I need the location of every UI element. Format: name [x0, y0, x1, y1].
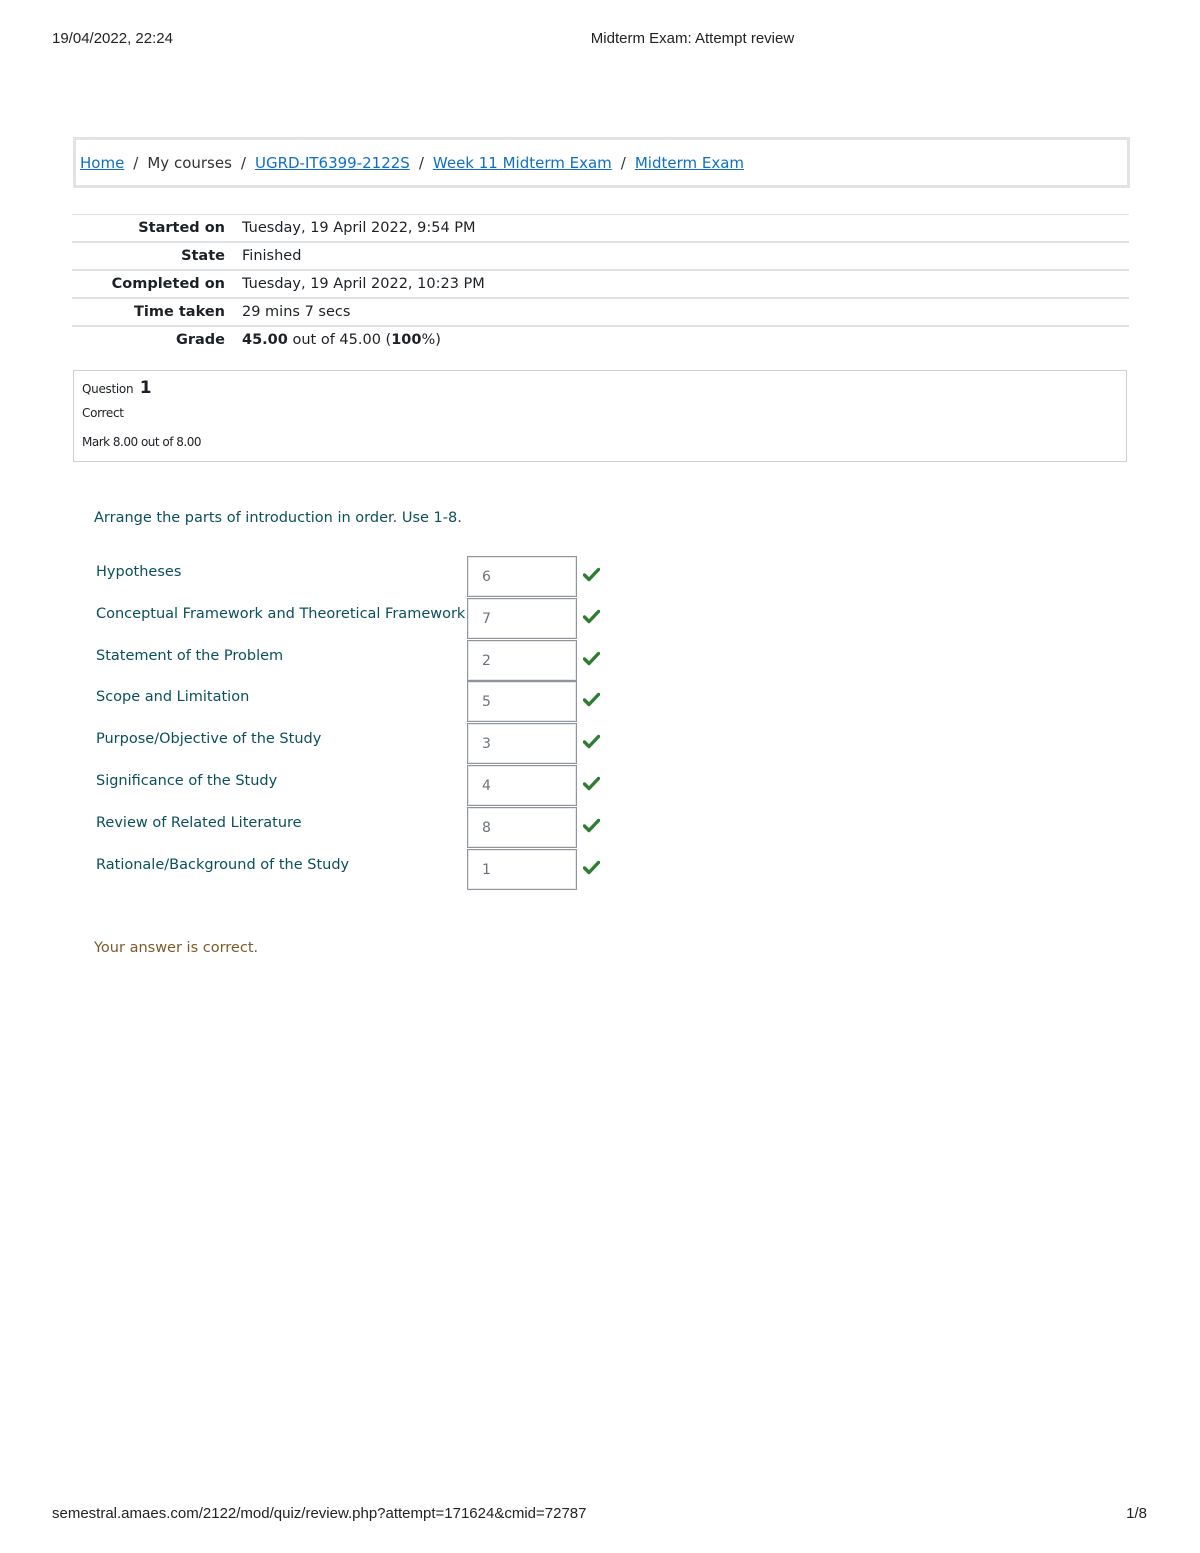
check-icon: [583, 609, 600, 624]
breadcrumb-item: [80, 154, 147, 172]
breadcrumb-link-home[interactable]: Home: [80, 153, 125, 172]
time-taken-value: 29 mins 7 secs: [242, 304, 351, 320]
grade-score: 45.00: [242, 332, 288, 348]
answer-item-label: Statement of the Problem: [96, 647, 284, 664]
question-label: Question: [82, 382, 134, 396]
attempt-summary-table: [72, 214, 1129, 353]
answer-input[interactable]: 6: [467, 556, 577, 597]
check-icon: [583, 818, 600, 833]
grade-value: [242, 326, 1129, 353]
answer-input[interactable]: 5: [467, 681, 577, 722]
print-header: [0, 30, 1200, 50]
answer-row: [96, 807, 616, 849]
summary-row-started: [72, 215, 1129, 243]
answer-input[interactable]: 3: [467, 723, 577, 764]
answer-row: [96, 849, 616, 891]
breadcrumb-link-quiz[interactable]: Midterm Exam: [634, 153, 745, 172]
breadcrumb-link-section[interactable]: Week 11 Midterm Exam: [432, 153, 612, 172]
breadcrumb-my-courses: My courses: [147, 153, 232, 172]
answer-item-label: Purpose/Objective of the Study: [96, 731, 322, 748]
breadcrumb-item: [255, 154, 433, 172]
grade-percent-suffix: %): [421, 332, 441, 348]
answer-row: [96, 556, 616, 598]
answer-item-label: Hypotheses: [96, 564, 182, 580]
check-icon: [583, 567, 600, 582]
summary-row-state: [72, 242, 1129, 270]
breadcrumb-item: [433, 154, 635, 172]
print-page-number: 1/8: [1126, 1505, 1147, 1522]
answer-row: [96, 598, 616, 640]
question-info-box: [73, 370, 1127, 462]
completed-on-value: Tuesday, 19 April 2022, 10:23 PM: [242, 276, 485, 292]
breadcrumb-separator: /: [418, 153, 424, 172]
started-on-label: Started on: [138, 220, 225, 236]
answer-input[interactable]: 8: [467, 807, 577, 848]
started-on-value: Tuesday, 19 April 2022, 9:54 PM: [242, 220, 476, 236]
question-number-line: [82, 378, 1118, 402]
breadcrumb-separator: /: [240, 153, 246, 172]
answer-row: [96, 681, 616, 723]
question-number: 1: [139, 378, 152, 398]
grade-out-of: out of 45.00 (: [292, 332, 392, 348]
print-page-title: Midterm Exam: Attempt review: [590, 30, 795, 47]
print-footer: [0, 1505, 1200, 1525]
breadcrumb-link-course[interactable]: UGRD-IT6399-2122S: [254, 153, 410, 172]
breadcrumb: [73, 137, 1130, 188]
breadcrumb-separator: /: [620, 153, 626, 172]
answer-input[interactable]: 7: [467, 598, 577, 639]
answer-input[interactable]: 4: [467, 765, 577, 806]
summary-row-time-taken: [72, 298, 1129, 326]
state-value: Finished: [242, 248, 302, 264]
check-icon: [583, 651, 600, 666]
answer-item-label: Scope and Limitation: [96, 689, 250, 706]
breadcrumb-separator: /: [133, 153, 139, 172]
answer-feedback: Your answer is correct.: [94, 940, 259, 956]
summary-row-grade: [72, 326, 1129, 353]
answer-row: [96, 765, 616, 807]
answer-input[interactable]: 1: [467, 849, 577, 890]
breadcrumb-item: [147, 154, 255, 172]
grade-percent: 100: [391, 332, 422, 348]
answer-row: [96, 640, 616, 682]
breadcrumb-item: [635, 154, 744, 172]
time-taken-label: Time taken: [134, 304, 225, 320]
question-state: Correct: [82, 406, 124, 420]
print-url: semestral.amaes.com/2122/mod/quiz/review.php?attempt=171624&cmid=72787: [52, 1505, 587, 1522]
answer-input[interactable]: 2: [467, 640, 577, 681]
question-text: Arrange the parts of introduction in order. Use 1-8.: [94, 510, 462, 526]
print-date: 19/04/2022, 22:24: [52, 30, 173, 47]
summary-row-completed: [72, 270, 1129, 298]
completed-on-label: Completed on: [111, 276, 225, 292]
check-icon: [583, 776, 600, 791]
answer-item-label: Rationale/Background of the Study: [96, 856, 350, 873]
answer-item-label: Review of Related Literature: [96, 814, 302, 831]
check-icon: [583, 734, 600, 749]
check-icon: [583, 860, 600, 875]
state-label: State: [181, 248, 225, 264]
answer-item-label: Conceptual Framework and Theoretical Framework: [96, 605, 466, 622]
answer-row: [96, 723, 616, 765]
answer-item-label: Significance of the Study: [96, 772, 278, 789]
grade-label: Grade: [175, 332, 225, 348]
check-icon: [583, 692, 600, 707]
question-mark: Mark 8.00 out of 8.00: [82, 435, 202, 449]
answer-list: [96, 556, 616, 890]
